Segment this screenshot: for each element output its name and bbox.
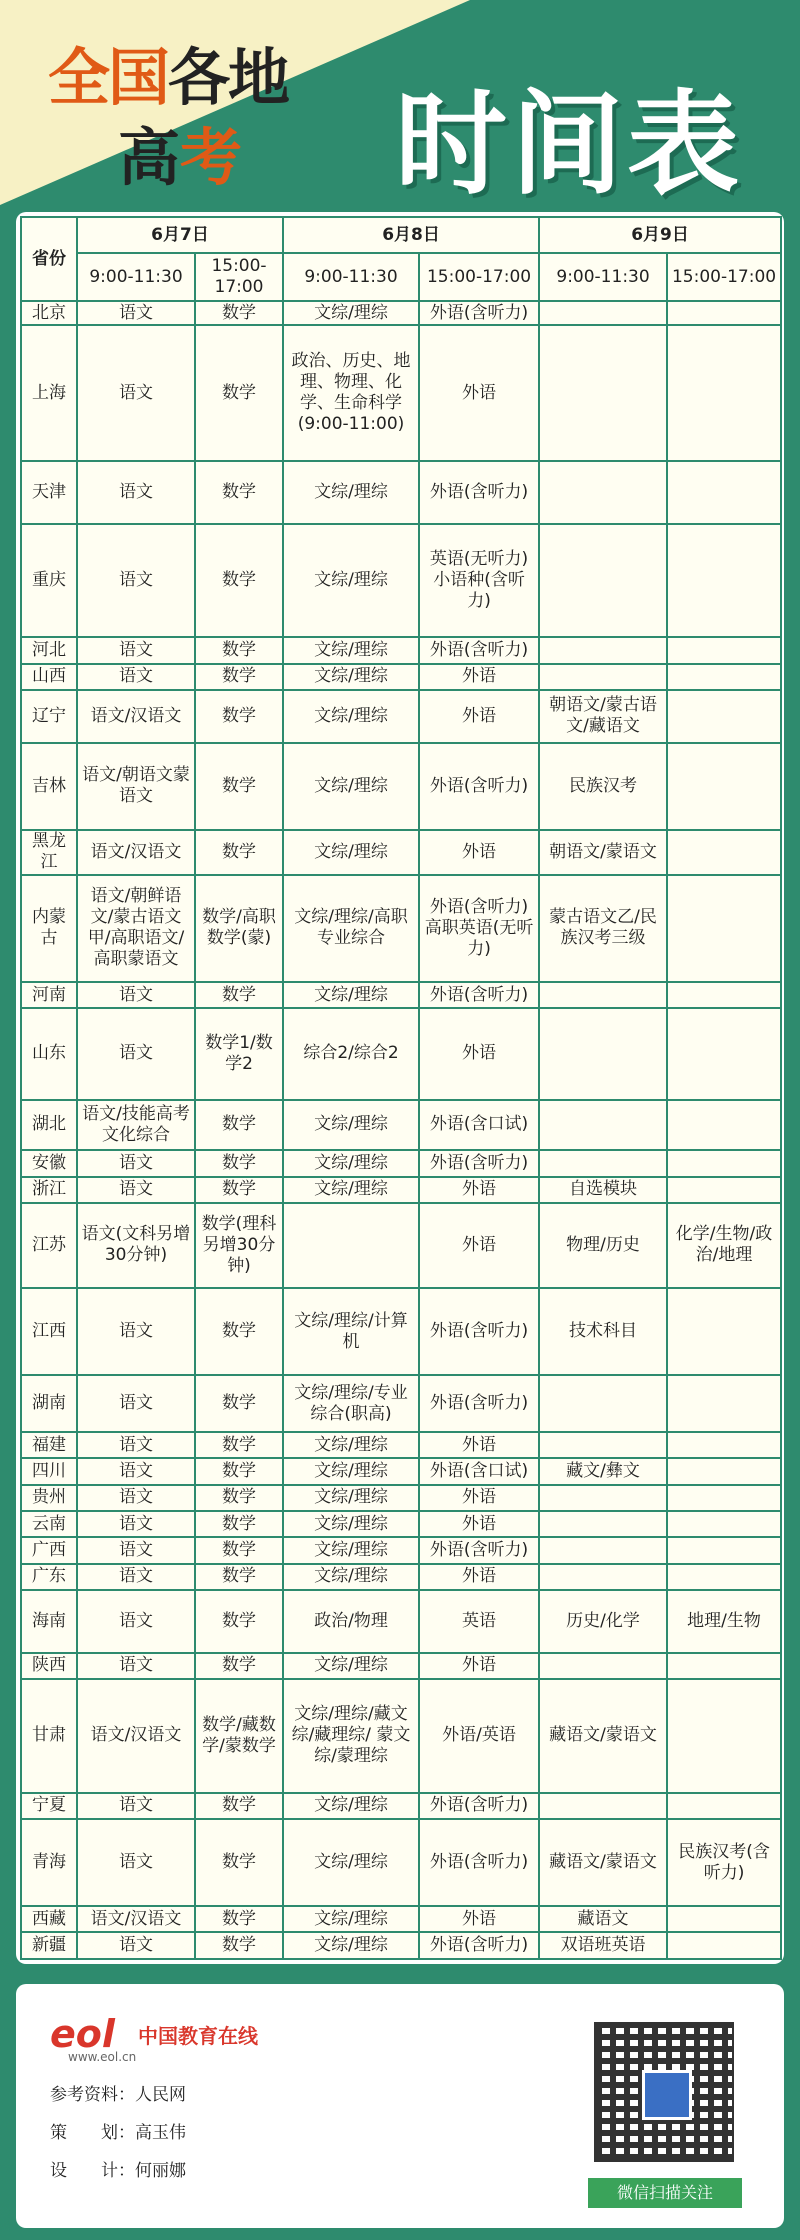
table-row	[21, 325, 781, 461]
table-row	[21, 461, 781, 524]
subject-cell: 语文	[77, 1537, 195, 1563]
subject-cell: 外语	[419, 1432, 539, 1458]
subject-cell: 数学	[195, 1458, 283, 1484]
credit-planner: 策 划：高玉伟	[50, 2123, 186, 2143]
subject-cell: 综合2/综合2	[283, 1008, 419, 1099]
subject-cell: 技术科目	[539, 1288, 667, 1375]
province-cell: 浙江	[21, 1177, 77, 1203]
subject-cell	[667, 1288, 781, 1375]
subject-cell: 历史/化学	[539, 1590, 667, 1653]
subject-cell: 数学	[195, 1288, 283, 1375]
subject-cell: 语文	[77, 982, 195, 1008]
subject-cell: 语文	[77, 1485, 195, 1511]
subject-cell: 数学	[195, 637, 283, 663]
subject-cell: 自选模块	[539, 1177, 667, 1203]
subject-cell: 语文	[77, 1653, 195, 1679]
subject-cell: 文综/理综	[283, 1432, 419, 1458]
subject-cell: 外语	[419, 1008, 539, 1099]
subject-cell: 外语(含听力)高职英语(无听力)	[419, 875, 539, 982]
credit-designer: 设 计：何丽娜	[50, 2161, 186, 2181]
subject-cell: 语文/朝语文蒙语文	[77, 743, 195, 830]
subject-cell	[667, 461, 781, 524]
province-cell: 上海	[21, 325, 77, 461]
table-row	[21, 1819, 781, 1906]
credit-source: 参考资料：人民网	[50, 2085, 186, 2105]
subject-cell: 文综/理综	[283, 982, 419, 1008]
subject-cell: 文综/理综	[283, 1150, 419, 1176]
subject-cell: 语文	[77, 1564, 195, 1590]
footer	[16, 1984, 784, 2228]
table-row	[21, 1288, 781, 1375]
table-row	[21, 1432, 781, 1458]
subject-cell: 语文/汉语文	[77, 1679, 195, 1793]
subject-cell: 语文	[77, 664, 195, 690]
subject-cell: 语文/朝鲜语文/蒙古语文甲/高职语文/高职蒙语文	[77, 875, 195, 982]
subject-cell: 朝语文/蒙语文	[539, 830, 667, 875]
subject-cell	[539, 1537, 667, 1563]
org-name: 中国教育在线	[138, 2024, 258, 2048]
subject-cell: 语文	[77, 1819, 195, 1906]
subject-cell: 外语(含听力)	[419, 637, 539, 663]
subject-cell	[667, 1485, 781, 1511]
subject-cell: 语文(文科另增30分钟)	[77, 1203, 195, 1288]
subject-cell	[667, 1008, 781, 1099]
eol-logo: eol www.eol.cn	[50, 2012, 137, 2064]
table-row	[21, 637, 781, 663]
subject-cell	[539, 637, 667, 663]
subject-cell: 数学/高职数学(蒙)	[195, 875, 283, 982]
subject-cell: 英语(无听力)小语种(含听力)	[419, 524, 539, 638]
subject-cell: 数学	[195, 1537, 283, 1563]
table-row	[21, 1906, 781, 1932]
table-row	[21, 664, 781, 690]
subject-cell: 外语	[419, 1177, 539, 1203]
table-row	[21, 1375, 781, 1432]
subject-cell: 数学	[195, 1653, 283, 1679]
subject-cell: 数学(理科另增30分钟)	[195, 1203, 283, 1288]
subject-cell	[283, 1203, 419, 1288]
subject-cell: 外语	[419, 830, 539, 875]
subject-cell	[667, 1537, 781, 1563]
subject-cell: 数学	[195, 1906, 283, 1932]
title-big: 时间表	[395, 80, 743, 210]
subject-cell	[667, 325, 781, 461]
table-row	[21, 1564, 781, 1590]
subject-cell: 语文	[77, 1432, 195, 1458]
subject-cell: 数学	[195, 461, 283, 524]
subject-cell: 朝语文/蒙古语文/藏语文	[539, 690, 667, 743]
table-row	[21, 1150, 781, 1176]
subject-cell: 文综/理综/藏文综/藏理综/ 蒙文综/蒙理综	[283, 1679, 419, 1793]
subject-cell	[667, 637, 781, 663]
subject-cell: 外语(含听力)	[419, 301, 539, 325]
subject-cell: 数学	[195, 664, 283, 690]
subject-cell	[539, 1564, 667, 1590]
subject-cell	[667, 830, 781, 875]
subject-cell	[667, 524, 781, 638]
subject-cell: 数学	[195, 1590, 283, 1653]
header-day: 6月7日	[77, 217, 283, 253]
province-cell: 北京	[21, 301, 77, 325]
subject-cell: 语文	[77, 1511, 195, 1537]
province-cell: 广东	[21, 1564, 77, 1590]
header-province: 省份	[21, 217, 77, 301]
subject-cell: 语文	[77, 524, 195, 638]
subject-cell: 数学	[195, 1819, 283, 1906]
subject-cell: 文综/理综	[283, 1100, 419, 1151]
subject-cell: 文综/理综	[283, 1793, 419, 1819]
subject-cell	[539, 1100, 667, 1151]
subject-cell	[539, 1485, 667, 1511]
subject-cell: 藏语文/蒙语文	[539, 1819, 667, 1906]
subject-cell: 外语/英语	[419, 1679, 539, 1793]
subject-cell: 文综/理综	[283, 1485, 419, 1511]
subject-cell: 文综/理综	[283, 461, 419, 524]
subject-cell	[667, 1932, 781, 1959]
subject-cell: 数学	[195, 1485, 283, 1511]
province-cell: 河北	[21, 637, 77, 663]
table-row	[21, 301, 781, 325]
table-row	[21, 524, 781, 638]
table-row	[21, 1590, 781, 1653]
subject-cell: 外语(含听力)	[419, 1375, 539, 1432]
table-row	[21, 690, 781, 743]
subject-cell: 外语	[419, 690, 539, 743]
subject-cell: 外语(含口试)	[419, 1100, 539, 1151]
table-row	[21, 1511, 781, 1537]
subject-cell	[539, 325, 667, 461]
subject-cell: 物理/历史	[539, 1203, 667, 1288]
subject-cell	[667, 1177, 781, 1203]
qr-center-logo	[642, 2070, 692, 2120]
subject-cell: 外语(含听力)	[419, 1793, 539, 1819]
subject-cell	[539, 1375, 667, 1432]
subject-cell: 政治/物理	[283, 1590, 419, 1653]
subject-cell: 蒙古语文乙/民族汉考三级	[539, 875, 667, 982]
subject-cell: 文综/理综	[283, 690, 419, 743]
subject-cell: 外语	[419, 1564, 539, 1590]
table-row	[21, 1100, 781, 1151]
subject-cell: 外语	[419, 1653, 539, 1679]
subject-cell: 藏语文/蒙语文	[539, 1679, 667, 1793]
subject-cell: 数学	[195, 1150, 283, 1176]
subject-cell: 外语	[419, 1511, 539, 1537]
subject-cell	[667, 1100, 781, 1151]
subject-cell: 语文/技能高考文化综合	[77, 1100, 195, 1151]
subject-cell: 双语班英语	[539, 1932, 667, 1959]
subject-cell: 语文	[77, 1590, 195, 1653]
subject-cell: 语文	[77, 1458, 195, 1484]
province-cell: 湖北	[21, 1100, 77, 1151]
subject-cell	[539, 301, 667, 325]
table-row	[21, 830, 781, 875]
table-row	[21, 982, 781, 1008]
subject-cell	[667, 1511, 781, 1537]
subject-cell: 外语(含听力)	[419, 461, 539, 524]
table-row	[21, 1008, 781, 1099]
province-cell: 云南	[21, 1511, 77, 1537]
table-row	[21, 1485, 781, 1511]
subject-cell: 藏语文	[539, 1906, 667, 1932]
header-time: 9:00-11:30	[283, 253, 419, 301]
schedule-table	[20, 216, 782, 1960]
subject-cell: 语文/汉语文	[77, 830, 195, 875]
subject-cell	[539, 461, 667, 524]
schedule-body	[21, 301, 781, 1959]
title-line1: 全国各地	[48, 41, 289, 114]
wechat-follow-label: 微信扫描关注	[588, 2178, 742, 2208]
subject-cell: 文综/理综	[283, 830, 419, 875]
subject-cell: 文综/理综	[283, 1819, 419, 1906]
subject-cell: 数学/藏数学/蒙数学	[195, 1679, 283, 1793]
subject-cell: 政治、历史、地理、物理、化学、生命科学(9:00-11:00)	[283, 325, 419, 461]
table-row	[21, 1537, 781, 1563]
subject-cell: 数学	[195, 1511, 283, 1537]
subject-cell	[667, 1375, 781, 1432]
subject-cell	[667, 1432, 781, 1458]
subject-cell: 语文	[77, 1288, 195, 1375]
province-cell: 江西	[21, 1288, 77, 1375]
subject-cell: 外语	[419, 664, 539, 690]
province-cell: 广西	[21, 1537, 77, 1563]
subject-cell: 文综/理综	[283, 1458, 419, 1484]
subject-cell: 英语	[419, 1590, 539, 1653]
subject-cell: 藏文/彝文	[539, 1458, 667, 1484]
subject-cell: 语文/汉语文	[77, 690, 195, 743]
subject-cell: 文综/理综	[283, 1511, 419, 1537]
subject-cell	[667, 1679, 781, 1793]
table-row	[21, 1177, 781, 1203]
table-row	[21, 875, 781, 982]
subject-cell: 数学	[195, 1932, 283, 1959]
subject-cell: 文综/理综	[283, 301, 419, 325]
subject-cell: 外语	[419, 325, 539, 461]
subject-cell	[667, 875, 781, 982]
subject-cell: 文综/理综	[283, 1537, 419, 1563]
subject-cell	[539, 1008, 667, 1099]
subject-cell: 外语	[419, 1485, 539, 1511]
province-cell: 海南	[21, 1590, 77, 1653]
subject-cell: 语文	[77, 1793, 195, 1819]
table-row	[21, 743, 781, 830]
subject-cell: 数学	[195, 325, 283, 461]
subject-cell: 语文	[77, 461, 195, 524]
schedule-card	[16, 212, 784, 1964]
subject-cell	[539, 1432, 667, 1458]
subject-cell	[667, 1150, 781, 1176]
subject-cell: 数学	[195, 830, 283, 875]
province-cell: 四川	[21, 1458, 77, 1484]
subject-cell	[539, 1653, 667, 1679]
subject-cell: 数学1/数学2	[195, 1008, 283, 1099]
subject-cell: 数学	[195, 1100, 283, 1151]
province-cell: 吉林	[21, 743, 77, 830]
subject-cell: 民族汉考	[539, 743, 667, 830]
province-cell: 内蒙古	[21, 875, 77, 982]
subject-cell: 数学	[195, 982, 283, 1008]
subject-cell: 文综/理综	[283, 1564, 419, 1590]
subject-cell: 数学	[195, 524, 283, 638]
qr-code-icon[interactable]	[594, 2022, 734, 2162]
province-cell: 辽宁	[21, 690, 77, 743]
province-cell: 西藏	[21, 1906, 77, 1932]
table-row	[21, 1793, 781, 1819]
subject-cell: 语文	[77, 325, 195, 461]
subject-cell	[667, 982, 781, 1008]
subject-cell: 语文/汉语文	[77, 1906, 195, 1932]
subject-cell: 数学	[195, 1793, 283, 1819]
subject-cell	[539, 1150, 667, 1176]
table-row	[21, 1458, 781, 1484]
subject-cell	[539, 1511, 667, 1537]
table-row	[21, 1932, 781, 1959]
subject-cell: 文综/理综	[283, 743, 419, 830]
subject-cell: 数学	[195, 690, 283, 743]
title-line2: 高考	[118, 121, 243, 194]
subject-cell: 语文	[77, 1008, 195, 1099]
subject-cell: 民族汉考(含听力)	[667, 1819, 781, 1906]
subject-cell	[539, 664, 667, 690]
header-time: 15:00-17:00	[419, 253, 539, 301]
province-cell: 重庆	[21, 524, 77, 638]
subject-cell: 文综/理综	[283, 524, 419, 638]
province-cell: 天津	[21, 461, 77, 524]
subject-cell: 外语(含听力)	[419, 1537, 539, 1563]
subject-cell: 文综/理综	[283, 637, 419, 663]
subject-cell: 外语(含听力)	[419, 1288, 539, 1375]
table-row	[21, 1679, 781, 1793]
subject-cell: 文综/理综/高职专业综合	[283, 875, 419, 982]
subject-cell	[667, 743, 781, 830]
province-cell: 新疆	[21, 1932, 77, 1959]
subject-cell: 数学	[195, 743, 283, 830]
subject-cell	[539, 524, 667, 638]
subject-cell: 语文	[77, 1375, 195, 1432]
subject-cell: 化学/生物/政治/地理	[667, 1203, 781, 1288]
header-time: 9:00-11:30	[77, 253, 195, 301]
header-time: 9:00-11:30	[539, 253, 667, 301]
subject-cell	[667, 1653, 781, 1679]
subject-cell	[667, 1793, 781, 1819]
subject-cell: 文综/理综	[283, 1177, 419, 1203]
province-cell: 福建	[21, 1432, 77, 1458]
subject-cell	[539, 982, 667, 1008]
subject-cell: 外语(含听力)	[419, 1150, 539, 1176]
subject-cell: 外语	[419, 1906, 539, 1932]
subject-cell: 语文	[77, 1150, 195, 1176]
subject-cell: 语文	[77, 301, 195, 325]
header-time: 15:00-17:00	[195, 253, 283, 301]
header-day: 6月8日	[283, 217, 539, 253]
province-cell: 江苏	[21, 1203, 77, 1288]
province-cell: 陕西	[21, 1653, 77, 1679]
province-cell: 山东	[21, 1008, 77, 1099]
subject-cell	[667, 690, 781, 743]
subject-cell: 外语(含听力)	[419, 1819, 539, 1906]
table-row	[21, 1653, 781, 1679]
province-cell: 黑龙江	[21, 830, 77, 875]
subject-cell: 数学	[195, 1564, 283, 1590]
subject-cell: 数学	[195, 1177, 283, 1203]
subject-cell: 数学	[195, 301, 283, 325]
subject-cell	[539, 1793, 667, 1819]
province-cell: 湖南	[21, 1375, 77, 1432]
header	[0, 0, 800, 210]
table-row	[21, 1203, 781, 1288]
subject-cell: 文综/理综	[283, 1932, 419, 1959]
subject-cell: 文综/理综/计算机	[283, 1288, 419, 1375]
header-day: 6月9日	[539, 217, 781, 253]
subject-cell: 外语	[419, 1203, 539, 1288]
subject-cell	[667, 664, 781, 690]
subject-cell: 数学	[195, 1432, 283, 1458]
subject-cell: 外语(含听力)	[419, 1932, 539, 1959]
subject-cell: 语文	[77, 1932, 195, 1959]
subject-cell	[667, 1906, 781, 1932]
subject-cell: 语文	[77, 637, 195, 663]
subject-cell	[667, 301, 781, 325]
subject-cell: 数学	[195, 1375, 283, 1432]
province-cell: 安徽	[21, 1150, 77, 1176]
subject-cell: 外语(含口试)	[419, 1458, 539, 1484]
subject-cell: 语文	[77, 1177, 195, 1203]
subject-cell: 文综/理综/专业综合(职高)	[283, 1375, 419, 1432]
subject-cell	[667, 1458, 781, 1484]
subject-cell: 外语(含听力)	[419, 743, 539, 830]
province-cell: 山西	[21, 664, 77, 690]
province-cell: 贵州	[21, 1485, 77, 1511]
subject-cell: 文综/理综	[283, 664, 419, 690]
province-cell: 甘肃	[21, 1679, 77, 1793]
header-time: 15:00-17:00	[667, 253, 781, 301]
province-cell: 河南	[21, 982, 77, 1008]
subject-cell: 文综/理综	[283, 1653, 419, 1679]
province-cell: 青海	[21, 1819, 77, 1906]
subject-cell: 文综/理综	[283, 1906, 419, 1932]
subject-cell	[667, 1564, 781, 1590]
subject-cell: 地理/生物	[667, 1590, 781, 1653]
province-cell: 宁夏	[21, 1793, 77, 1819]
subject-cell: 外语(含听力)	[419, 982, 539, 1008]
